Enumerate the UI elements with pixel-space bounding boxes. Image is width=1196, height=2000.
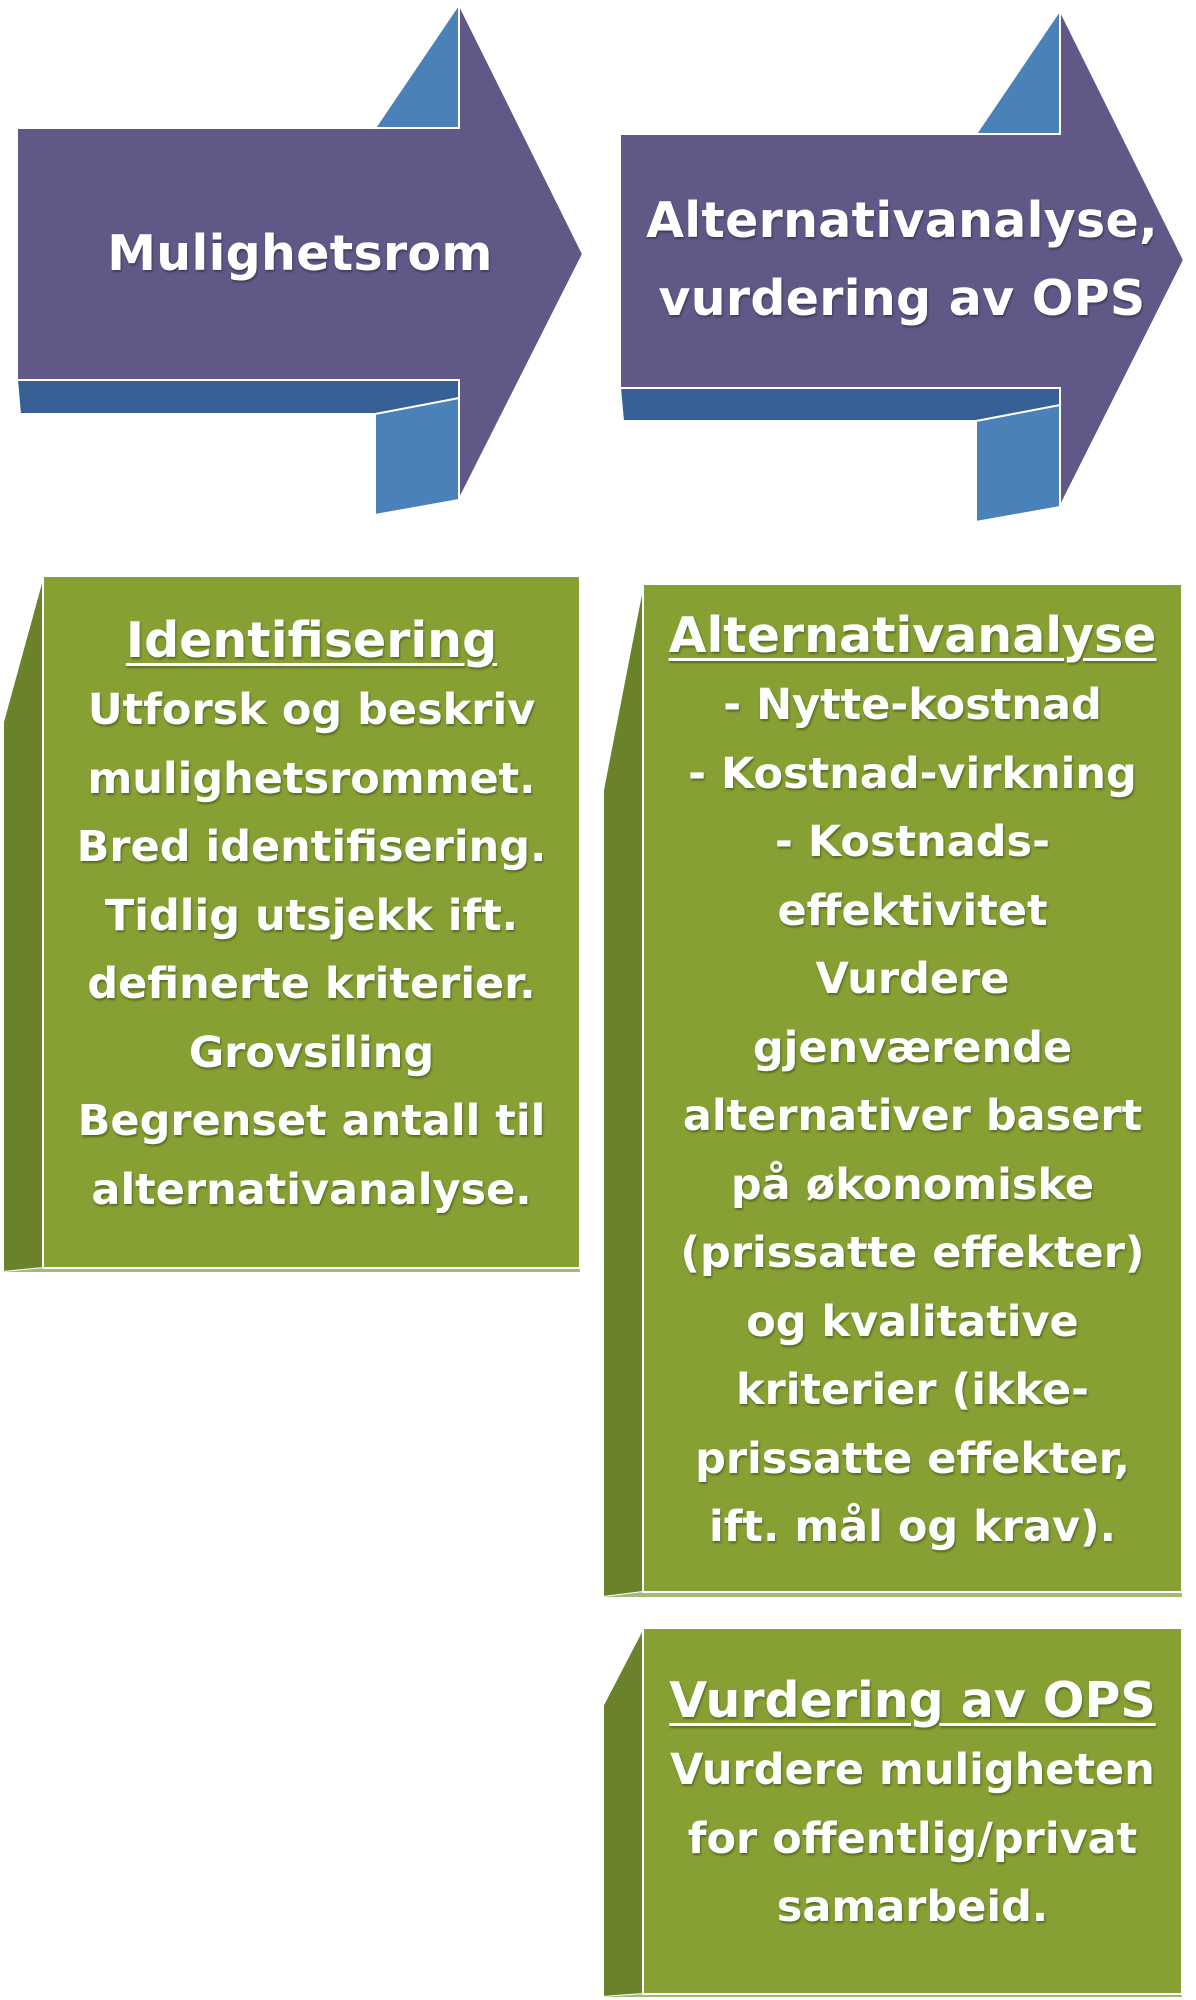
arrow-label-line: vurdering av OPS bbox=[658, 270, 1146, 327]
box-side bbox=[603, 584, 643, 1597]
box-line: gjenværende bbox=[752, 1022, 1073, 1073]
box-line: på økonomiske bbox=[730, 1159, 1095, 1210]
box-line: for offentlig/privat bbox=[687, 1813, 1138, 1864]
arrow-underside bbox=[17, 380, 459, 414]
box-line: definerte kriterier. bbox=[87, 959, 536, 1009]
arrow-underside bbox=[620, 388, 1060, 421]
box-line: ift. mål og krav). bbox=[709, 1502, 1116, 1552]
box-line: Utforsk og beskriv bbox=[87, 685, 536, 735]
box-line: Bred identifisering. bbox=[76, 822, 547, 872]
box-line: Begrenset antall til bbox=[77, 1096, 546, 1146]
box-text-identifisering bbox=[43, 606, 580, 1224]
box-line: alternativer basert bbox=[682, 1091, 1143, 1141]
box-line: (prissatte effekter) bbox=[680, 1228, 1145, 1278]
box-line: og kvalitative bbox=[746, 1296, 1079, 1347]
arrow-label-line: Mulighetsrom bbox=[107, 225, 493, 282]
box-line: effektivitet bbox=[777, 885, 1048, 936]
arrow-label-alternativanalyse bbox=[620, 182, 1184, 338]
box-line: Grovsiling bbox=[188, 1027, 435, 1078]
box-line: - Nytte-kostnad bbox=[723, 680, 1102, 730]
box-line: Vurdere muligheten bbox=[670, 1745, 1155, 1795]
arrow-label-mulighetsrom bbox=[17, 215, 583, 293]
arrow-top-fin bbox=[375, 4, 459, 128]
arrow-top-fin bbox=[976, 10, 1060, 134]
box-line: - Kostnads- bbox=[775, 817, 1050, 867]
box-line: alternativanalyse. bbox=[91, 1164, 532, 1215]
arrow-label-line: Alternativanalyse, bbox=[646, 192, 1158, 249]
box-line: samarbeid. bbox=[776, 1882, 1049, 1932]
box-side bbox=[603, 1628, 643, 1997]
box-line: Tidlig utsjekk ift. bbox=[104, 890, 519, 941]
box-heading: Alternativanalyse bbox=[668, 607, 1157, 664]
box-heading: Identifisering bbox=[125, 612, 498, 669]
box-text-vurdering-ops bbox=[643, 1666, 1182, 1942]
box-side bbox=[3, 576, 43, 1272]
box-line: prissatte effekter, bbox=[695, 1433, 1130, 1484]
box-line: kriterier (ikke- bbox=[736, 1365, 1089, 1415]
box-line: Vurdere bbox=[815, 954, 1010, 1004]
box-line: - Kostnad-virkning bbox=[688, 748, 1137, 799]
box-line: mulighetsrommet. bbox=[87, 753, 536, 804]
box-text-alternativanalyse bbox=[643, 601, 1182, 1562]
box-heading: Vurdering av OPS bbox=[669, 1672, 1156, 1729]
